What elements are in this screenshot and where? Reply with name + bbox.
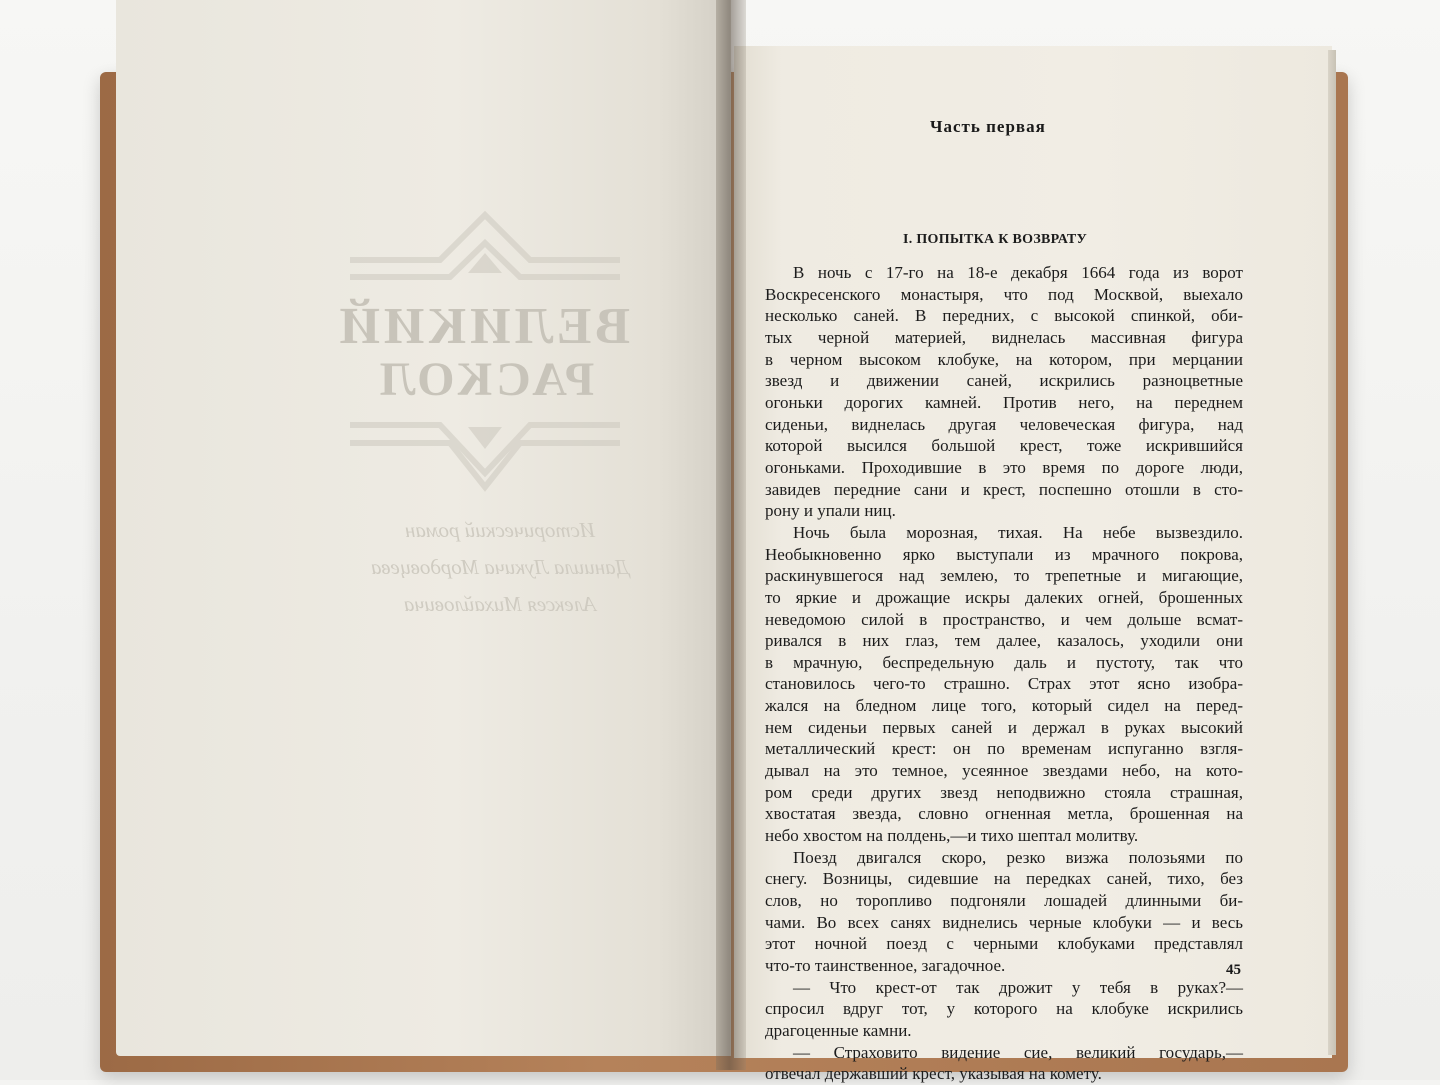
text-line: чами. Во всех санях виднелись черные клобуки — и весь [765, 912, 1243, 932]
text-line: в черном высоком клобуке, на котором, при мерцании [765, 349, 1243, 369]
text-line: нем сиденьи первых саней и держал в руках высокий [765, 717, 1243, 737]
text-line: неведомою силой в пространство, и чем дольше всмат- [765, 609, 1243, 629]
text-line: хвостатая звезда, словно огненная метла, брошенная на [765, 804, 1243, 824]
bleed-subtitle-line: Алексея Михайловича [403, 592, 597, 616]
text-line: сиденьи, виднелась другая человеческая фигура, над [765, 414, 1243, 434]
text-line: этот ночной поезд с черными клобуками представлял [765, 934, 1243, 954]
text-line: звезд и движении саней, искрились разноцветные [765, 371, 1243, 391]
text-line: становилось чего-то страшно. Страх этот ясно изобра- [765, 674, 1243, 694]
bleed-title-line-2: РАСКОЛ [375, 352, 595, 406]
text-line: ром среди других звезд неподвижно стояла страшная, [765, 782, 1243, 802]
text-line: отвечал державший крест, указывая на комету. [765, 1064, 1102, 1084]
bleed-through-title [335, 298, 630, 406]
text-line: завидев передние сани и крест, поспешно отошли в сто- [765, 479, 1243, 499]
text-line: тых черной материей, виднелась массивная фигура [765, 327, 1243, 347]
text-line: то яркие и дрожащие искры далеких огней, брошенных [765, 587, 1243, 607]
chapter-title: I. ПОПЫТКА К ВОЗВРАТУ [903, 232, 1088, 247]
text-line: которой высился большой крест, тоже искрившийся [765, 436, 1243, 456]
text-line: огоньки дорогих камней. Против него, на переднем [765, 392, 1243, 412]
page-stack-edge [1328, 50, 1336, 1055]
text-line: Воскресенского монастыря, что под Москвой, выехало [765, 284, 1243, 304]
text-line: В ночь с 17-го на 18-е декабря 1664 года из ворот [793, 263, 1243, 282]
text-line: рону и упали ниц. [765, 501, 896, 521]
text-line: Необыкновенно ярко выступали из мрачного покрова, [765, 544, 1243, 564]
text-line: в мрачную, беспредельную даль и пустоту, так что [765, 652, 1243, 672]
text-line: несколько саней. В передних, с высокой спинкой, оби- [765, 306, 1243, 326]
bleed-title-line-1: ВЕЛИКИЙ [335, 298, 630, 355]
bleed-through-subtitle [370, 512, 630, 623]
bleed-subtitle-line: Исторический роман [404, 518, 596, 542]
text-line: что-то таинственное, загадочное. [765, 956, 1006, 975]
part-title: Часть первая [930, 117, 1046, 136]
page-number: 45 [1226, 962, 1241, 978]
text-line: ривался в них глаз, тем далее, казалось, уходили они [765, 631, 1243, 651]
text-line: слов, но торопливо подгоняли лошадей длинными би- [765, 891, 1243, 911]
text-line: раскинувшегося над землею, то трепетные и мигающие, [765, 566, 1243, 586]
text-line: жался на бледном лице того, который сидел на перед- [765, 696, 1243, 716]
text-line: снегу. Возницы, сидевшие на передках саней, тихо, без [765, 869, 1243, 889]
text-line: Ночь была морозная, тихая. На небе вызвездило. [793, 522, 1243, 542]
text-line: спросил вдруг тот, у которого на клобуке искрились [765, 999, 1243, 1019]
text-line: небо хвостом на полдень,—и тихо шептал молитву. [765, 826, 1139, 846]
text-line: — Страховито видение сие, великий государь,— [793, 1042, 1243, 1062]
chapter-body [765, 262, 1243, 1085]
bleed-subtitle-line: Даниила Лукича Мордовцева [370, 555, 630, 579]
text-line: огоньками. Проходившие в это время по дороге люди, [765, 457, 1243, 477]
book-gutter [716, 0, 746, 1070]
text-line: драгоценные камни. [765, 1020, 912, 1040]
text-line: — Что крест-от так дрожит у тебя в руках?— [793, 977, 1243, 997]
text-line: дывал на это темное, усеянное звездами небо, на кото- [765, 761, 1243, 781]
text-line: Поезд двигался скоро, резко визжа полозьями по [793, 847, 1243, 867]
text-line: металлический крест: он по временам испуганно взгля- [765, 739, 1243, 759]
